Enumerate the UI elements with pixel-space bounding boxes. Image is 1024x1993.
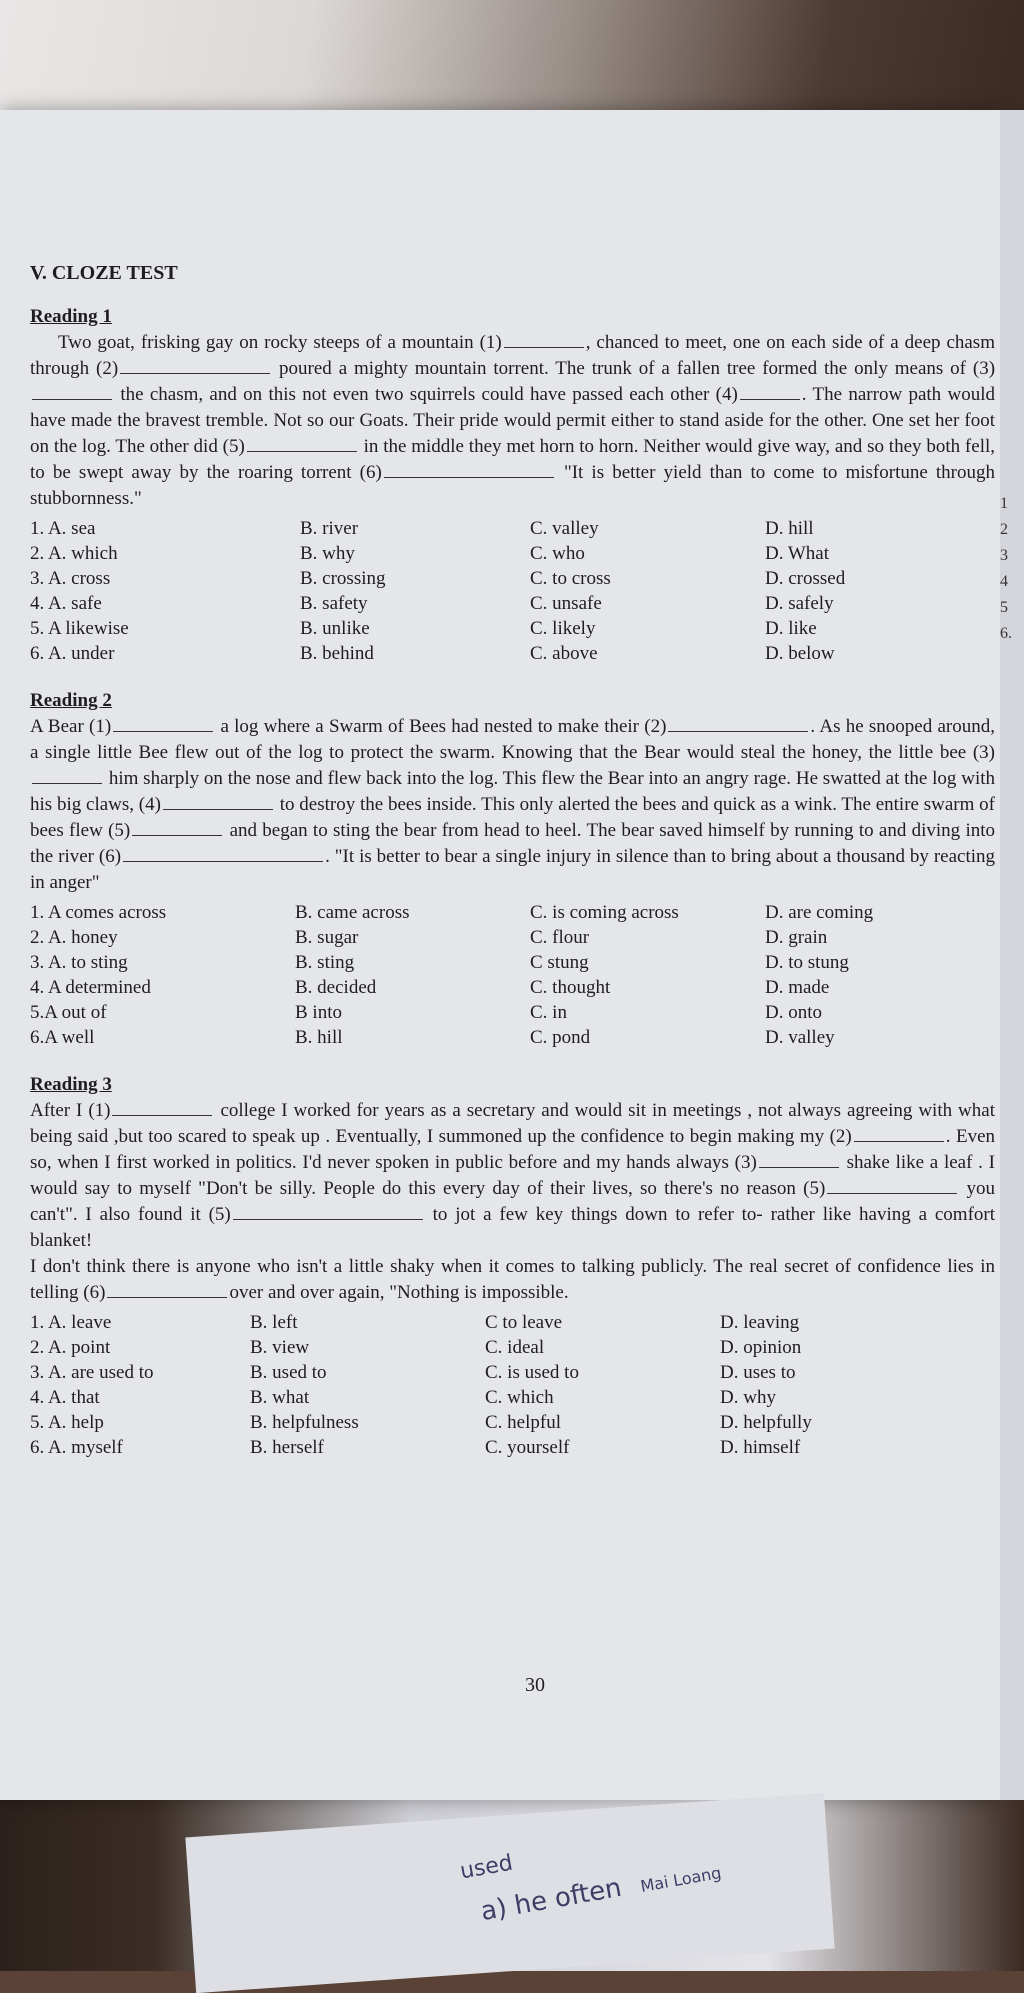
margin-number: 5 (1000, 599, 1008, 616)
option[interactable]: C. which (485, 1387, 554, 1408)
option[interactable]: 6. A. under (30, 643, 115, 664)
reading-1-options (30, 516, 995, 666)
option[interactable]: 1. A comes across (30, 902, 167, 923)
answer-blank-6[interactable] (384, 477, 554, 478)
passage-text: . The narrow path would have made the bravest tremble. Not so our Goats. Their pride would permit either to stand aside for the other. One set her foot on the log. The other did (5) (30, 384, 995, 457)
option[interactable]: B. what (250, 1387, 310, 1408)
option-row (30, 1435, 995, 1460)
passage-text: . As he snooped around, a single little Bee flew out of the log to protect the swarm. Knowing that the Bear would steal the honey, the little bee (3) (30, 716, 995, 763)
option-row (30, 1335, 995, 1360)
passage-moral: "It is better yield than to come to misfortune through stubbornness." (30, 462, 995, 509)
answer-blank-6[interactable] (107, 1297, 227, 1298)
answer-blank-6[interactable] (123, 861, 323, 862)
passage-text: in the middle they met horn to horn. Neither would give way, and so they both fell, to be swept away by the roaring torrent (6) (30, 436, 995, 483)
passage-text: After I (1) (30, 1100, 111, 1121)
option[interactable]: D. are coming (765, 902, 874, 923)
passage-text: A Bear (1) (30, 716, 112, 737)
handwritten-note-3: Mai Loang (638, 1863, 723, 1896)
option[interactable]: C stung (530, 952, 589, 973)
option[interactable]: B. river (300, 518, 359, 539)
passage-text: you can't". I also found it (5) (30, 1178, 996, 1225)
answer-blank-2[interactable] (120, 373, 270, 374)
option[interactable]: C. is used to (485, 1362, 579, 1383)
option-row (30, 1000, 995, 1025)
answer-blank-3[interactable] (32, 783, 102, 784)
option[interactable]: 1. A. leave (30, 1312, 112, 1333)
option[interactable]: D. like (765, 618, 817, 639)
page-number: 30 (525, 1674, 545, 1696)
margin-number: 3 (1000, 547, 1008, 564)
option[interactable]: B. used to (250, 1362, 327, 1383)
answer-blank-2[interactable] (854, 1141, 944, 1142)
passage-text: college I worked for years as a secretary and would sit in meetings , not always agreeing with what being said ,but too scared to speak up . Eventually, I summoned up the confidence to begin making my (2) (30, 1100, 995, 1147)
option[interactable]: C. above (530, 643, 598, 664)
passage-text: poured a mighty mountain torrent. The trunk of a fallen tree formed the only means of (3) (279, 358, 996, 379)
option[interactable]: B. sugar (295, 927, 359, 948)
option[interactable]: D. to stung (765, 952, 849, 973)
passage-text: Two goat, frisking gay on rocky steeps of a mountain (1) (58, 332, 502, 353)
option-row (30, 1310, 995, 1335)
option[interactable]: D. opinion (720, 1337, 802, 1358)
passage-text: shake like a leaf . I would say to myself "Don't be silly. People do this every day of their lives, so there's no reason (5) (30, 1152, 996, 1199)
option[interactable]: B. left (250, 1312, 298, 1333)
option[interactable]: C. yourself (485, 1437, 570, 1458)
option-row (30, 1385, 995, 1410)
option[interactable]: C. likely (530, 618, 596, 639)
reading-3-passage (30, 1098, 995, 1306)
option-row (30, 925, 995, 950)
option[interactable]: D. uses to (720, 1362, 796, 1383)
option[interactable]: 2. A. which (30, 543, 118, 564)
passage-text: over and over again, "Nothing is impossible. (229, 1282, 569, 1303)
option[interactable]: D. leaving (720, 1312, 800, 1333)
option[interactable]: C. pond (530, 1027, 591, 1048)
answer-blank-4[interactable] (163, 809, 273, 810)
option[interactable]: D. hill (765, 518, 814, 539)
answer-blank-5[interactable] (132, 835, 222, 836)
option-row (30, 975, 995, 1000)
option[interactable]: B. decided (295, 977, 377, 998)
answer-blank-1[interactable] (112, 1115, 212, 1116)
option[interactable]: B. safety (300, 593, 368, 614)
option-row (30, 900, 995, 925)
option-row (30, 1360, 995, 1385)
option[interactable]: 3. A. are used to (30, 1362, 154, 1383)
option[interactable]: D. What (765, 543, 830, 564)
option-row (30, 591, 995, 616)
option[interactable]: D. onto (765, 1002, 822, 1023)
answer-blank-1[interactable] (113, 731, 213, 732)
option[interactable]: D. valley (765, 1027, 835, 1048)
answer-blank-5[interactable] (233, 1219, 423, 1220)
option[interactable]: D. crossed (765, 568, 846, 589)
option[interactable]: C. helpful (485, 1412, 561, 1433)
reading-2-passage: A Bear (1) a log where a Swarm of Bees had nested to make their (2) . As he snooped around, a single little Bee flew out of the log to protect the swarm. Knowing that the Bear would steal the honey, the little bee (3) him sharply on the nose and flew back into the log. This flew the Bear into an angry rage. He swatted at the log with his big claws, (4) to destroy the bees inside. This only alerted the bees and quick as a wink. The entire swarm of bees flew (5) and began to sting the bear from head to heel. The bear saved himself by running to and diving into the river (6) . "It is better to bear a single injury in silence than to bring about a thousand by reacting in anger" (30, 716, 996, 893)
option[interactable]: C. who (530, 543, 585, 564)
reading-2-options (30, 900, 995, 1050)
passage-text: I don't think there is anyone who isn't a little shaky when it comes to talking publicly. The real secret of confidence lies in telling (6) (30, 1256, 995, 1303)
option[interactable]: 1. A. sea (30, 518, 96, 539)
option[interactable]: B. why (300, 543, 355, 564)
section-title: V. CLOZE TEST (30, 262, 178, 284)
next-page-edge (1000, 110, 1024, 1800)
option-row (30, 950, 995, 975)
answer-blank-4[interactable] (740, 399, 800, 400)
option[interactable]: B. unlike (300, 618, 370, 639)
option[interactable]: 3. A. cross (30, 568, 111, 589)
option-row (30, 616, 995, 641)
option[interactable]: D. grain (765, 927, 828, 948)
option[interactable]: 6.A well (30, 1027, 95, 1048)
option[interactable]: B. herself (250, 1437, 324, 1458)
option[interactable]: 5. A likewise (30, 618, 129, 639)
option[interactable]: C. is coming across (530, 902, 679, 923)
option-row (30, 566, 995, 591)
reading-2-title: Reading 2 (30, 690, 112, 711)
reading-1-title: Reading 1 (30, 306, 112, 327)
reading-3-options (30, 1310, 995, 1460)
answer-blank-2[interactable] (668, 731, 808, 732)
margin-number: 4 (1000, 573, 1008, 590)
option[interactable]: C. thought (530, 977, 611, 998)
cloze-test-content (20, 260, 995, 1720)
option[interactable]: B. came across (295, 902, 410, 923)
passage-text: , chanced to meet, one on each side of a deep chasm through (2) (30, 332, 995, 379)
option[interactable]: C. to cross (530, 568, 611, 589)
answer-blank-1[interactable] (504, 347, 584, 348)
answer-blank-5[interactable] (247, 451, 357, 452)
option[interactable]: D. himself (720, 1437, 801, 1458)
option[interactable]: D. helpfully (720, 1412, 812, 1433)
option[interactable]: B. helpfulness (250, 1412, 359, 1433)
passage-text: to jot a few key things down to refer to- rather like having a comfort blanket! (30, 1204, 996, 1251)
answer-blank-4[interactable] (827, 1193, 957, 1194)
option[interactable]: B. hill (295, 1027, 343, 1048)
passage-text: . Even so, when I first worked in politics. I'd never spoken in public before and my hands always (3) (30, 1126, 996, 1173)
reading-3-title: Reading 3 (30, 1074, 112, 1095)
option[interactable]: 3. A. to sting (30, 952, 128, 973)
passage-text: and began to sting the bear from head to heel. The bear saved himself by running to and diving into the river (6) (30, 820, 996, 867)
option-row (30, 541, 995, 566)
option[interactable]: 5.A out of (30, 1002, 107, 1023)
passage-text: to destroy the bees inside. This only alerted the bees and quick as a wink. The entire swarm of bees flew (5) (30, 794, 995, 841)
option[interactable]: 4. A. safe (30, 593, 102, 614)
option[interactable]: D. why (720, 1387, 776, 1408)
passage-text: the chasm, and on this not even two squirrels could have passed each other (4) (120, 384, 738, 405)
option[interactable]: 2. A. honey (30, 927, 118, 948)
passage-text: him sharply on the nose and flew back into the log. This flew the Bear into an angry rage. He swatted at the log with his big claws, (4) (30, 768, 996, 815)
option[interactable]: C to leave (485, 1312, 563, 1333)
option[interactable]: B. behind (300, 643, 374, 664)
reading-2 (20, 688, 995, 1050)
passage-text: a log where a Swarm of Bees had nested to make their (2) (220, 716, 667, 737)
option[interactable]: 4. A. that (30, 1387, 100, 1408)
option-row (30, 1025, 995, 1050)
option[interactable]: B. view (250, 1337, 310, 1358)
option[interactable]: B. sting (295, 952, 355, 973)
option[interactable]: 2. A. point (30, 1337, 111, 1358)
option[interactable]: 4. A determined (30, 977, 151, 998)
option-row (30, 641, 995, 666)
option-row (30, 516, 995, 541)
handwritten-note-1: used (458, 1850, 515, 1885)
option[interactable]: C. in (530, 1002, 567, 1023)
option[interactable]: D. safely (765, 593, 834, 614)
handwritten-note-2: a) he often (478, 1872, 624, 1928)
option[interactable]: C. valley (530, 518, 599, 539)
reading-1-passage (30, 330, 995, 512)
answer-blank-3[interactable] (32, 399, 112, 400)
margin-number: 2 (1000, 521, 1008, 538)
reading-3 (20, 1072, 995, 1460)
option[interactable]: B. crossing (300, 568, 386, 589)
option[interactable]: D. below (765, 643, 835, 664)
answer-blank-3[interactable] (759, 1167, 839, 1168)
margin-number: 6. (1000, 625, 1012, 642)
option[interactable]: 6. A. myself (30, 1437, 123, 1458)
reading-1 (20, 304, 995, 666)
option[interactable]: C. unsafe (530, 593, 602, 614)
passage-moral: "It is better to bear a single injury in silence than to bring about a thousand by reacting in anger" (30, 846, 996, 893)
margin-numbers (1000, 495, 1024, 651)
option-row (30, 1410, 995, 1435)
option[interactable]: C. flour (530, 927, 590, 948)
margin-number: 1 (1000, 495, 1008, 512)
option[interactable]: B into (295, 1002, 342, 1023)
option[interactable]: D. made (765, 977, 830, 998)
option[interactable]: C. ideal (485, 1337, 545, 1358)
option[interactable]: 5. A. help (30, 1412, 104, 1433)
